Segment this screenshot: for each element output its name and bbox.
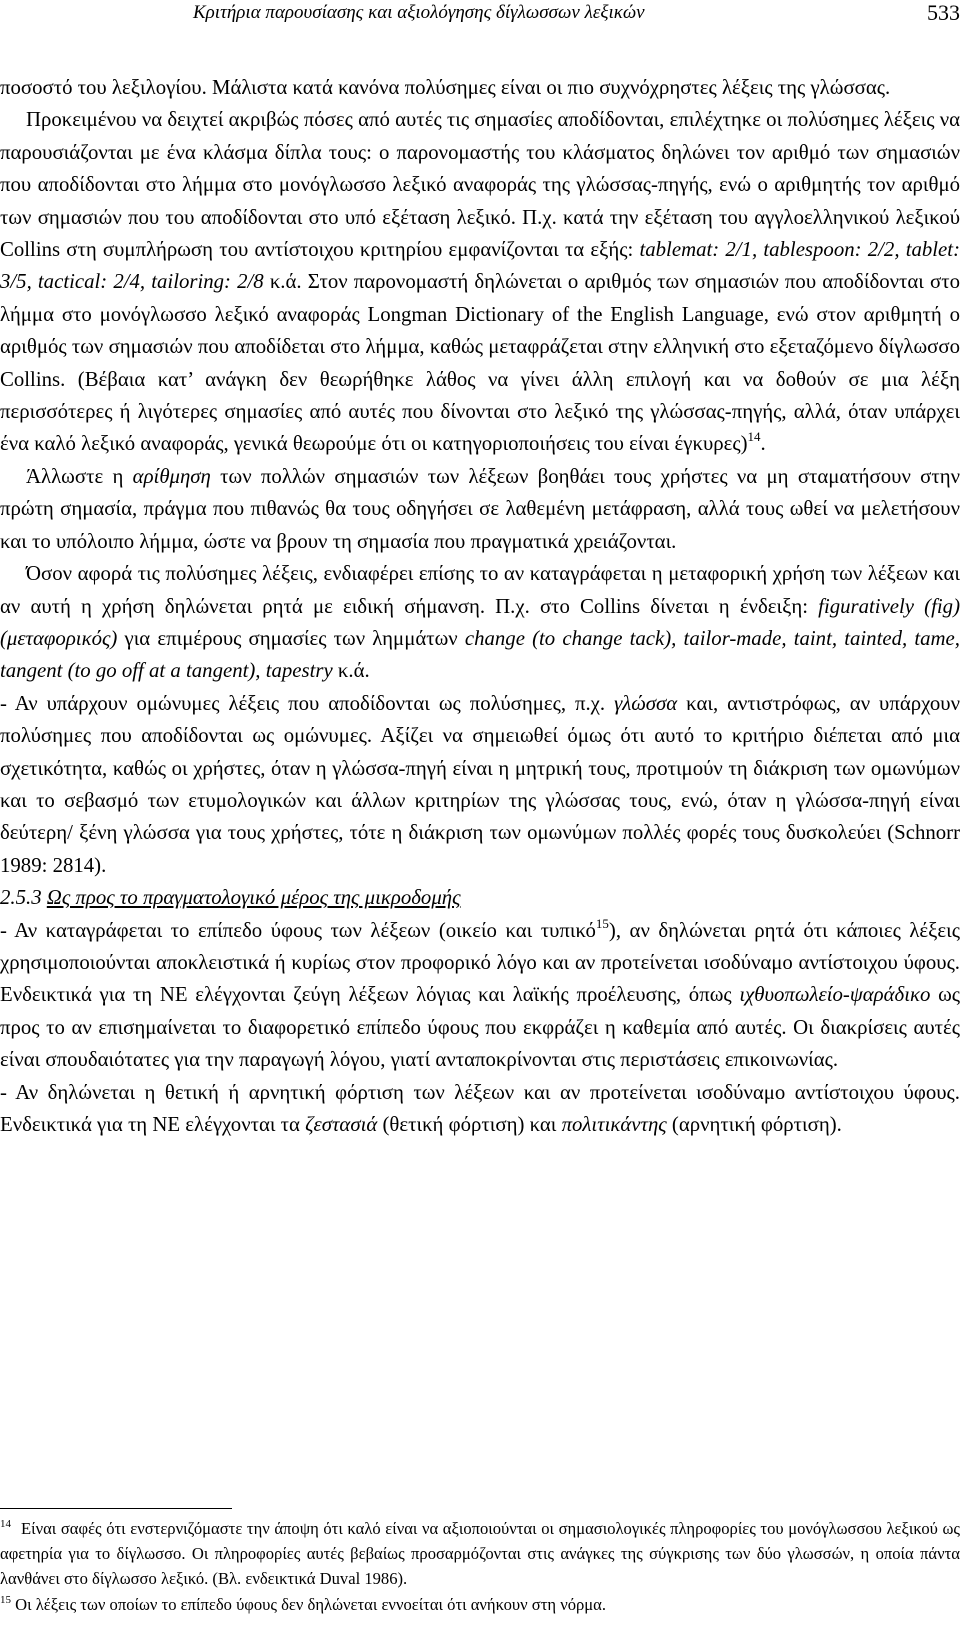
text-run: (θετική φόρτιση) και <box>377 1113 562 1136</box>
italic-example: ζεστασιά <box>305 1113 378 1136</box>
footnote-mark: 14 <box>0 1518 11 1530</box>
text-run: Προκειμένου να δειχτεί ακριβώς πόσες από αυτές τις σημασίες αποδίδονται, επιλέχτηκε οι πολύσημες λέξεις να παρουσιάζονται με ένα κλάσμα δίπλα τους: ο παρονομαστής του κλάσματος δηλώνει τον αριθμό των σημασιών που αποδίδονται στο λήμμα στο μονόγλωσσο λεξικό αναφοράς της γλώσσας-πηγής, ενώ ο αριθμητής τον αριθμό των σημασιών που του αποδίδονται στο υπό εξέταση λεξικό. Π.χ. κατά την εξέταση του αγγλοελληνικού λεξικού Collins στη συμπλήρωση του αντίστοιχου κριτηρίου εμφανίζονται τα εξής: <box>0 108 960 262</box>
italic-label: figuratively (fig) (μεταφορικός) <box>0 594 960 650</box>
text-run: Άλλωστε η <box>26 464 133 488</box>
footnote-14 <box>0 1516 960 1592</box>
paragraph-continued: ποσοστό του λεξιλογίου. Μάλιστα κατά κανόνα πολύσημες είναι οι πιο συχνόχρηστες λέξεις της γλώσσας. <box>0 76 891 99</box>
italic-example: ιχθυοπωλείο-ψαράδικο <box>739 983 931 1007</box>
footnote-separator <box>0 1508 232 1509</box>
text-run: Όσον αφορά τις πολύσημες λέξεις, ενδιαφέρει επίσης το αν καταγράφεται η μεταφορική χρήση των λέξεων και αν αυτή η χρήση δηλώνεται ρητά με ειδική σήμανση. Π.χ. στο Collins δίνεται η ένδειξη: <box>0 562 960 618</box>
text-run: (αρνητική φόρτιση). <box>666 1113 842 1136</box>
paragraph-numbering <box>0 461 960 558</box>
paragraph-connotation <box>0 1077 960 1142</box>
text-run: των πολλών σημασιών των λέξεων βοηθάει τους χρήστες να μη σταματήσουν στην πρώτη σημασία, πράγμα που πιθανώς θα τους οδηγήσει σε λαθεμένη μετάφραση, αλλά τους ωθεί να μελετήσουν και το υπόλοιπο λήμμα, ώστε να βρουν τη σημασία που πραγματικά χρειάζονται. <box>0 464 960 553</box>
paragraph-register <box>0 915 960 1077</box>
footnote-text: Οι λέξεις των οποίων το επίπεδο ύφους δεν δηλώνεται εννοείται ότι ανήκουν στη νόρμα. <box>11 1594 607 1614</box>
section-heading <box>0 882 960 914</box>
paragraph-fraction-method <box>0 104 960 460</box>
italic-example: πολιτικάντης <box>561 1113 667 1136</box>
text-run: - Αν δηλώνεται η θετική ή αρνητική φόρτιση των λέξεων και αν προτείνεται ισοδύναμο αντίστοιχου ύφους. Ενδεικτικά για τη ΝΕ ελέγχονται τα <box>0 1080 960 1136</box>
paragraph-homonyms <box>0 688 960 882</box>
running-title: Κριτήρια παρουσίασης και αξιολόγησης δίγλωσσων λεξικών <box>193 2 645 23</box>
footnote-ref-15[interactable]: 15 <box>595 915 609 931</box>
paragraph-figurative-use <box>0 558 960 688</box>
text-run: για επιμέρους σημασίες των λημμάτων <box>117 626 465 650</box>
text-run: . <box>760 432 766 456</box>
section-number: 2.5.3 <box>0 886 47 910</box>
italic-examples: tablemat: 2/1, tablespoon: 2/2, tablet: 3/5, tactical: 2/4, tailoring: 2/8 <box>0 238 960 294</box>
text-run: ), αν δηλώνεται ρητά ότι κάποιες λέξεις χρησιμοποιούνται αποκλειστικά ή κυρίως στον προφορικό λόγο και αν προτείνεται ισοδύναμο αντίστοιχου ύφους. Ενδεικτικά για τη ΝΕ ελέγχονται ζεύγη λέξεων λόγιας και λαϊκής προέλευσης, όπως <box>0 918 960 1007</box>
italic-example: γλώσσα <box>614 691 678 715</box>
footnotes <box>0 1516 960 1617</box>
text-run: ως προς το αν επισημαίνεται το διαφορετικό επίπεδο ύφους που εκφράζει η καθεμία από αυτές. Οι διακρίσεις αυτές είναι σπουδαιότατες για την παραγωγή λόγου, γιατί ανταποκρίνονται στις περιστάσεις επικοινωνίας. <box>0 983 960 1072</box>
page-number: 533 <box>927 0 960 25</box>
text-run: κ.ά. Στον παρονομαστή δηλώνεται ο αριθμός των σημασιών που αποδίδονται στο λήμμα στο μονόγλωσσο λεξικό αναφοράς Longman Dictionary of the English Language, ενώ στον αριθμητή ο αριθμός των σημασιών που αποδίδεται στο λήμμα, καθώς μεταφράζεται στην ελληνική στο εξεταζόμενο δίγλωσσο Collins. (Βέβαια κατ’ ανάγκη δεν θεωρήθηκε λάθος να γίνει άλλη επιλογή και να δοθούν σε μια λέξη περισσότερες ή λιγότερες σημασίες από αυτές που δίνονται στο λεξικό της γλώσσας-πηγής, αλλά, όταν υπάρχει ένα καλό λεξικό αναφοράς, γενικά θεωρούμε ότι οι κατηγοριοποιήσεις του είναι έγκυρες) <box>0 270 960 456</box>
footnote-text: Είναι σαφές ότι ενστερνιζόμαστε την άποψη ότι καλό είναι να αξιοποιούνται οι σημασιολογικές πληροφορίες του μονόγλωσσου λεξικού ως αφετηρία για το δίγλωσσο. Οι πληροφορίες αυτές βεβαίως προσαρμόζονται στις ανάγκες της σύγκρισης των δύο γλωσσών, η οποία πάντα λανθάνει στο δίγλωσσο λεξικό. (Βλ. ενδεικτικά Duval 1986). <box>0 1519 960 1589</box>
running-header <box>193 0 960 30</box>
footnote-mark: 15 <box>0 1593 11 1606</box>
footnote-15 <box>0 1592 960 1617</box>
text-run: - Αν καταγράφεται το επίπεδο ύφους των λέξεων (οικείο και τυπικό <box>0 918 596 942</box>
italic-examples: change (to change tack), tailor-made, taint, tainted, tame, tangent (to go off at a tangent), tapestry <box>0 626 960 683</box>
footnote-ref-14[interactable]: 14 <box>747 429 761 445</box>
body-text <box>0 72 960 1141</box>
section-title: Ως προς το πραγματολογικό μέρος της μικροδομής <box>46 886 461 910</box>
italic-term: αρίθμηση <box>132 464 211 488</box>
text-run: και, αντιστρόφως, αν υπάρχουν πολύσημες που αποδίδονται ως ομώνυμες. Αξίζει να σημειωθεί όμως ότι αυτό το κριτήριο διέπεται από μια σχετικότητα, καθώς οι χρήστες, όταν η γλώσσα-πηγή είναι η μητρική τους, προτιμούν τη διάκριση των ομωνύμων και το σεβασμό των ετυμολογικών και άλλων κριτηρίων της γλώσσας τους, ενώ, όταν η γλώσσα-πηγή είναι δεύτερη/ ξένη γλώσσα για τους χρήστες, τότε η διάκριση των ομωνύμων πολλές φορές τους δυσκολεύει (Schnorr 1989: 2814). <box>0 691 960 877</box>
text-run: - Αν υπάρχουν ομώνυμες λέξεις που αποδίδονται ως πολύσημες, π.χ. <box>0 691 615 715</box>
text-run: κ.ά. <box>332 659 370 683</box>
